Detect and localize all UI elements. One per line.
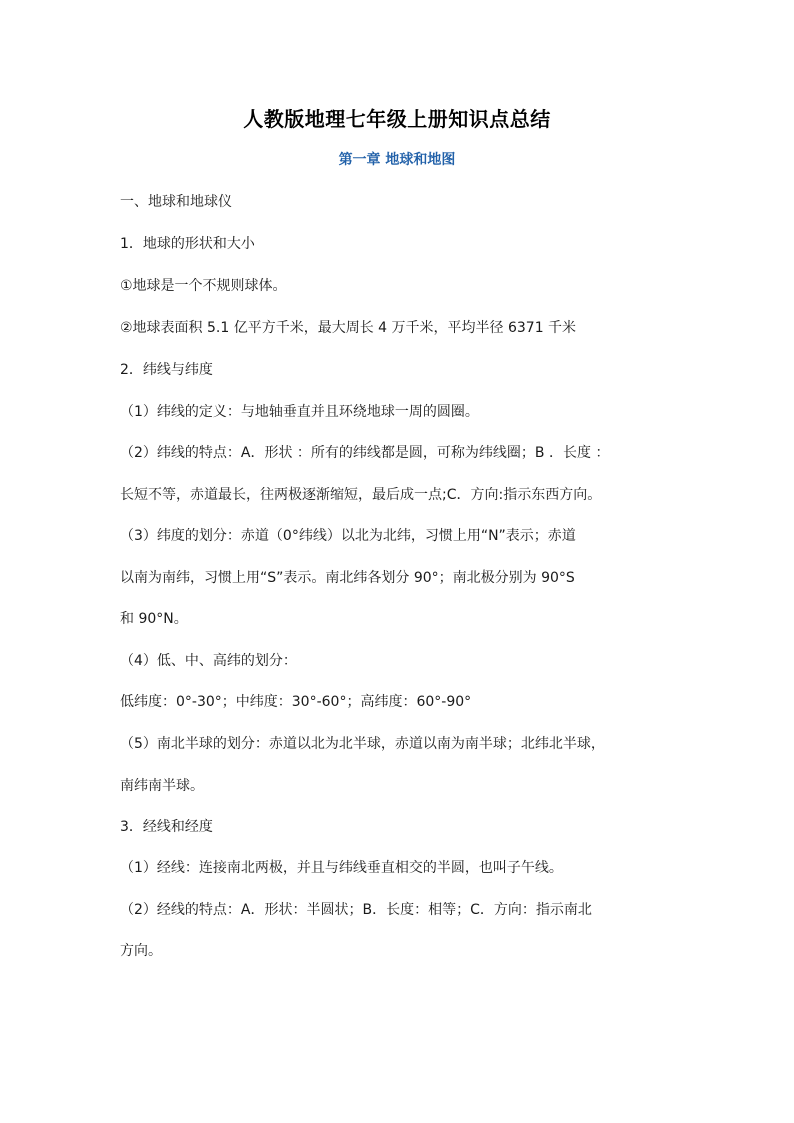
- document-title: 人教版地理七年级上册知识点总结: [243, 107, 551, 131]
- paragraph-line: 和 90°N。: [120, 611, 188, 627]
- paragraph-line: （1）纬线的定义：与地轴垂直并且环绕地球一周的圆圈。: [120, 404, 479, 420]
- subsection-heading: 1．地球的形状和大小: [120, 236, 255, 252]
- paragraph-line: （4）低、中、高纬的划分：: [120, 653, 297, 669]
- paragraph-line: 低纬度：0°-30°；中纬度：30°-60°；高纬度：60°-90°: [120, 694, 472, 710]
- paragraph-line: （3）纬度的划分：赤道（0°纬线）以北为北纬，习惯上用“N”表示；赤道: [120, 528, 576, 544]
- paragraph-line: （1）经线：连接南北两极，并且与纬线垂直相交的半圆，也叫子午线。: [120, 860, 563, 876]
- paragraph-line: （2）经线的特点：A．形状：半圆状；B．长度：相等；C．方向：指示南北: [120, 902, 592, 918]
- paragraph-line: 方向。: [120, 943, 162, 959]
- subsection-heading: 2．纬线与纬度: [120, 362, 213, 378]
- chapter-heading: 第一章 地球和地图: [338, 152, 456, 168]
- paragraph-line: （5）南北半球的划分：赤道以北为北半球，赤道以南为南半球；北纬北半球，: [120, 736, 605, 752]
- paragraph-line: （2）纬线的特点：A．形状 ：所有的纬线都是圆，可称为纬线圈；B ．长度 ：: [120, 445, 610, 461]
- paragraph-line: ①地球是一个不规则球体。: [120, 278, 287, 294]
- section-heading: 一、地球和地球仪: [120, 194, 232, 210]
- paragraph-line: 南纬南半球。: [120, 778, 204, 794]
- paragraph-line: 长短不等，赤道最长，往两极逐渐缩短，最后成一点;C．方向:指示东西方向。: [120, 487, 602, 503]
- paragraph-line: ②地球表面积 5.1 亿平方千米，最大周长 4 万千米，平均半径 6371 千米: [120, 320, 577, 336]
- subsection-heading: 3．经线和经度: [120, 819, 213, 835]
- paragraph-line: 以南为南纬，习惯上用“S”表示。南北纬各划分 90°；南北极分别为 90°S: [120, 570, 575, 586]
